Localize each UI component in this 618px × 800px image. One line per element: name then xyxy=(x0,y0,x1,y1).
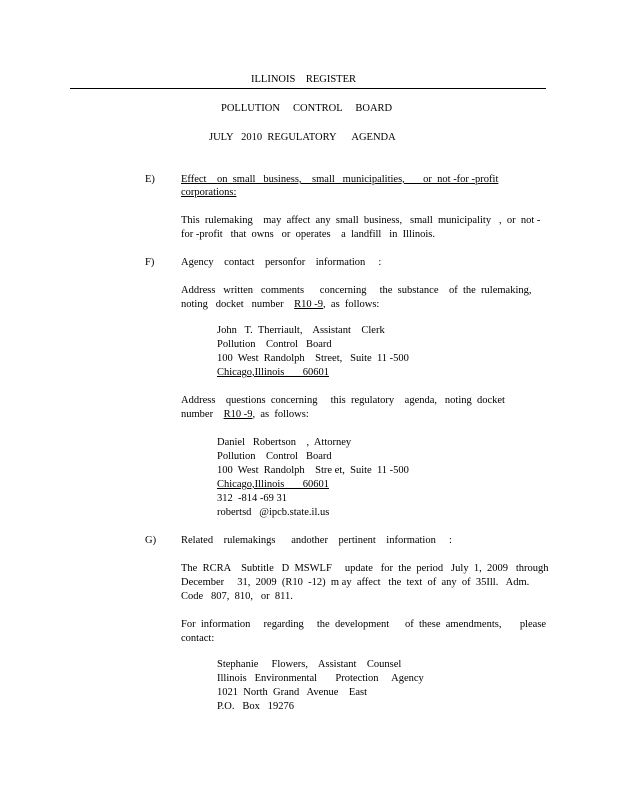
section-f-intro2-line1: Address questions concerning this regulatory agenda, noting docket xyxy=(181,395,505,406)
contact3-line: Stephanie Flowers, Assistant Counsel xyxy=(217,659,402,670)
docket-number: R10 -9 xyxy=(294,299,324,310)
contact1-line: Chicago,Illinois 60601 xyxy=(217,367,329,378)
section-e-heading-line1: Effect on small business, small municipalities, or not -for -profit xyxy=(181,174,499,185)
section-g-para1-line: Code 807, 810, or 811. xyxy=(181,591,293,602)
contact2-phone: 312 -814 -69 31 xyxy=(217,493,287,504)
register-title: ILLINOIS REGISTER xyxy=(251,74,356,85)
section-g-para1-line: The RCRA Subtitle D MSWLF update for the period July 1, 2009 through xyxy=(181,563,549,574)
contact1-line: 100 West Randolph Street, Suite 11 -500 xyxy=(217,353,409,364)
section-e-body-line2: for -profit that owns or operates a landfill in Illinois. xyxy=(181,229,435,240)
contact2-line: Chicago,Illinois 60601 xyxy=(217,479,329,490)
section-g-para1-line: December 31, 2009 (R10 -12) m ay affect the text of any of 35Ill. Adm. xyxy=(181,577,530,588)
contact2-email: robertsd @ipcb.state.il.us xyxy=(217,507,330,518)
contact3-line: P.O. Box 19276 xyxy=(217,701,295,712)
intro2-text: number xyxy=(181,409,224,420)
contact3-line: Illinois Environmental Protection Agency xyxy=(217,673,424,684)
section-g-para2-line: For information regarding the development of these amendments, please xyxy=(181,619,547,630)
header-rule xyxy=(70,88,546,89)
contact1-line: Pollution Control Board xyxy=(217,339,332,350)
intro1-suffix: , as follows: xyxy=(323,299,380,310)
section-g-heading: Related rulemakings andother pertinent information : xyxy=(181,535,452,546)
agenda-title: JULY 2010 REGULATORY AGENDA xyxy=(209,132,396,143)
section-g-letter: G) xyxy=(145,535,157,546)
contact2-line: Daniel Robertson , Attorney xyxy=(217,437,352,448)
section-e-body-line1: This rulemaking may affect any small business, small municipality , or not - xyxy=(181,215,541,226)
section-e-heading-line2: corporations: xyxy=(181,187,237,198)
section-f-intro1-line1: Address written comments concerning the substance of the rulemaking, xyxy=(181,285,532,296)
contact2-line: Pollution Control Board xyxy=(217,451,332,462)
contact1-line: John T. Therriault, Assistant Clerk xyxy=(217,325,385,336)
section-g-para2-line: contact: xyxy=(181,633,215,644)
section-f-heading: Agency contact personfor information : xyxy=(181,257,382,268)
board-title: POLLUTION CONTROL BOARD xyxy=(221,103,393,114)
docket-number: R10 -9 xyxy=(223,409,253,420)
contact3-line: 1021 North Grand Avenue East xyxy=(217,687,367,698)
section-f-letter: F) xyxy=(145,257,155,268)
section-f-intro2-line2 xyxy=(181,408,309,422)
contact2-line: 100 West Randolph Stre et, Suite 11 -500 xyxy=(217,465,409,476)
intro1-text: noting docket number xyxy=(181,299,295,310)
intro2-suffix: , as follows: xyxy=(252,409,309,420)
section-e-letter: E) xyxy=(145,174,155,185)
section-f-intro1-line2 xyxy=(181,298,379,312)
